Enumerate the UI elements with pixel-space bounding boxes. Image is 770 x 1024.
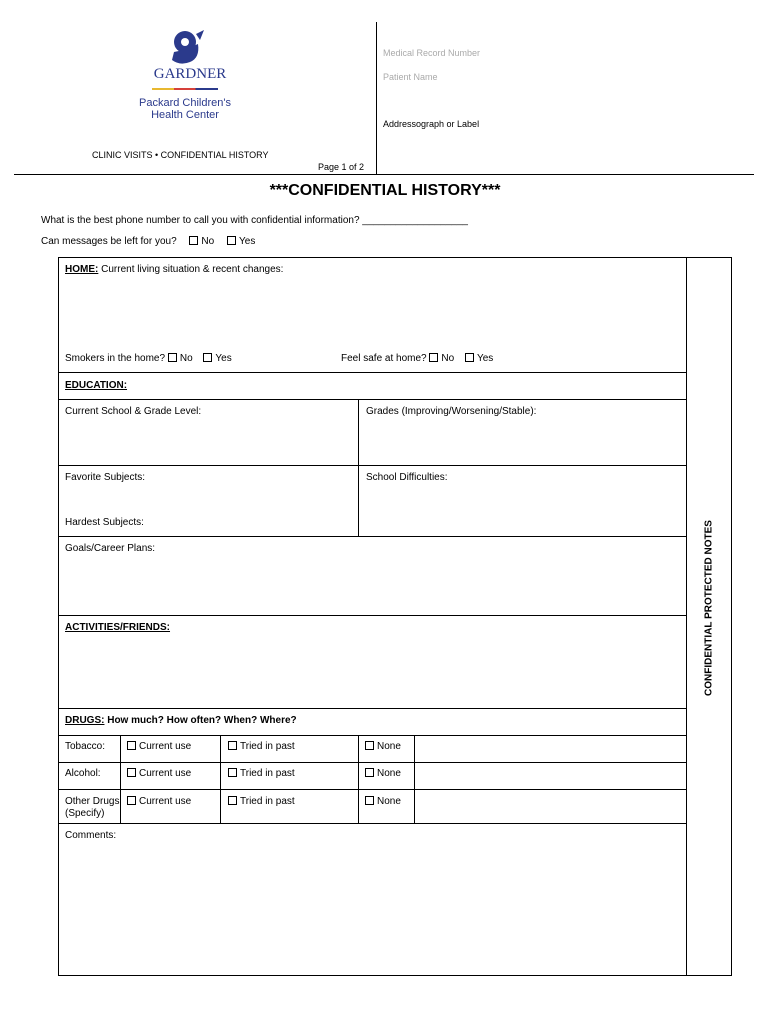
tobacco-none bbox=[365, 741, 401, 753]
alcohol-label: Alcohol: bbox=[65, 768, 101, 779]
drugs-col-divider bbox=[358, 735, 359, 823]
messages-no-checkbox[interactable] bbox=[189, 236, 198, 245]
drugs-heading-row bbox=[65, 715, 297, 727]
alcohol-none bbox=[365, 768, 401, 780]
org-name: GARDNER bbox=[153, 66, 227, 82]
other-drugs-current-checkbox[interactable] bbox=[127, 796, 136, 805]
alcohol-none-label: None bbox=[377, 768, 401, 779]
feel-safe-yes-checkbox[interactable] bbox=[465, 353, 474, 362]
row-divider bbox=[58, 789, 686, 790]
other-drugs-tried bbox=[228, 796, 295, 808]
alcohol-tried bbox=[228, 768, 295, 780]
tobacco-none-label: None bbox=[377, 741, 401, 752]
org-sub1: Packard Children's bbox=[139, 97, 231, 109]
feel-safe-no-checkbox[interactable] bbox=[429, 353, 438, 362]
drugs-heading: DRUGS: bbox=[65, 715, 105, 726]
row-divider bbox=[58, 372, 686, 373]
alcohol-none-checkbox[interactable] bbox=[365, 768, 374, 777]
tobacco-current bbox=[127, 741, 191, 753]
smokers-no-label: No bbox=[179, 353, 193, 364]
smokers-label: Smokers in the home? bbox=[65, 353, 166, 364]
phone-input[interactable]: ___________________ bbox=[362, 215, 468, 226]
alcohol-current-checkbox[interactable] bbox=[127, 768, 136, 777]
row-divider bbox=[58, 735, 686, 736]
drugs-col-divider bbox=[414, 735, 415, 823]
other-drugs-current bbox=[127, 796, 191, 808]
tobacco-tried bbox=[228, 741, 295, 753]
tobacco-tried-label: Tried in past bbox=[240, 741, 295, 752]
alcohol-tried-checkbox[interactable] bbox=[228, 768, 237, 777]
home-heading: HOME: bbox=[65, 264, 99, 275]
header-rule bbox=[14, 174, 754, 175]
row-divider bbox=[58, 823, 686, 824]
row-divider bbox=[58, 536, 686, 537]
messages-yes-checkbox[interactable] bbox=[227, 236, 236, 245]
tobacco-current-checkbox[interactable] bbox=[127, 741, 136, 750]
form-subtitle: CLINIC VISITS • CONFIDENTIAL HISTORY bbox=[92, 150, 269, 160]
messages-question bbox=[41, 236, 255, 247]
alcohol-current-label: Current use bbox=[139, 768, 192, 779]
alcohol-current bbox=[127, 768, 191, 780]
page-title: ***CONFIDENTIAL HISTORY*** bbox=[269, 182, 501, 199]
row-divider bbox=[58, 708, 686, 709]
side-column-divider bbox=[686, 257, 687, 976]
addressograph-label: Addressograph or Label bbox=[383, 119, 480, 129]
grades-label: Grades (Improving/Worsening/Stable): bbox=[366, 406, 537, 417]
goals-label: Goals/Career Plans: bbox=[65, 543, 156, 554]
home-text: Current living situation & recent changes: bbox=[98, 264, 284, 275]
tobacco-tried-checkbox[interactable] bbox=[228, 741, 237, 750]
messages-no-label: No bbox=[201, 236, 215, 247]
header-divider bbox=[376, 22, 377, 174]
education-col-divider bbox=[358, 399, 359, 536]
medical-record-label: Medical Record Number bbox=[383, 48, 481, 58]
school-label: Current School & Grade Level: bbox=[65, 406, 202, 417]
tobacco-none-checkbox[interactable] bbox=[365, 741, 374, 750]
messages-question-label: Can messages be left for you? bbox=[41, 236, 177, 247]
feel-safe-label: Feel safe at home? bbox=[341, 353, 427, 364]
home-section bbox=[65, 264, 283, 276]
row-divider bbox=[58, 399, 686, 400]
messages-yes-label: Yes bbox=[239, 236, 256, 247]
feel-safe-question bbox=[341, 353, 493, 365]
activities-heading: ACTIVITIES/FRIENDS: bbox=[65, 622, 171, 633]
feel-safe-no-label: No bbox=[441, 353, 455, 364]
tobacco-current-label: Current use bbox=[139, 741, 192, 752]
drugs-heading-rest: How much? How often? When? Where? bbox=[104, 715, 297, 726]
other-drugs-tried-checkbox[interactable] bbox=[228, 796, 237, 805]
other-drugs-label: Other Drugs (Specify) bbox=[65, 796, 120, 819]
other-drugs-none-checkbox[interactable] bbox=[365, 796, 374, 805]
phone-question bbox=[41, 215, 468, 226]
feel-safe-yes-label: Yes bbox=[476, 353, 494, 364]
other-drugs-none bbox=[365, 796, 401, 808]
difficulties-label: School Difficulties: bbox=[366, 472, 448, 483]
other-drugs-tried-label: Tried in past bbox=[240, 796, 295, 807]
phone-question-label: What is the best phone number to call you with confidential information? bbox=[41, 215, 360, 226]
comments-label: Comments: bbox=[65, 830, 117, 841]
row-divider bbox=[58, 762, 686, 763]
row-divider bbox=[58, 465, 686, 466]
hardest-label: Hardest Subjects: bbox=[65, 517, 144, 528]
smokers-yes-label: Yes bbox=[215, 353, 232, 364]
alcohol-tried-label: Tried in past bbox=[240, 768, 295, 779]
row-divider bbox=[58, 615, 686, 616]
other-drugs-none-label: None bbox=[377, 796, 401, 807]
logo-color-bar bbox=[152, 88, 218, 90]
smokers-question bbox=[65, 353, 232, 365]
smokers-yes-checkbox[interactable] bbox=[203, 353, 212, 362]
favorite-label: Favorite Subjects: bbox=[65, 472, 146, 483]
page-number: Page 1 of 2 bbox=[318, 162, 365, 172]
other-drugs-current-label: Current use bbox=[139, 796, 192, 807]
tobacco-label: Tobacco: bbox=[65, 741, 106, 752]
education-heading: EDUCATION: bbox=[65, 380, 128, 391]
org-sub2: Health Center bbox=[151, 109, 219, 121]
smokers-no-checkbox[interactable] bbox=[168, 353, 177, 362]
patient-name-label: Patient Name bbox=[383, 72, 438, 82]
side-label: CONFIDENTIAL PROTECTED NOTES bbox=[703, 520, 715, 696]
drugs-col-divider bbox=[220, 735, 221, 823]
